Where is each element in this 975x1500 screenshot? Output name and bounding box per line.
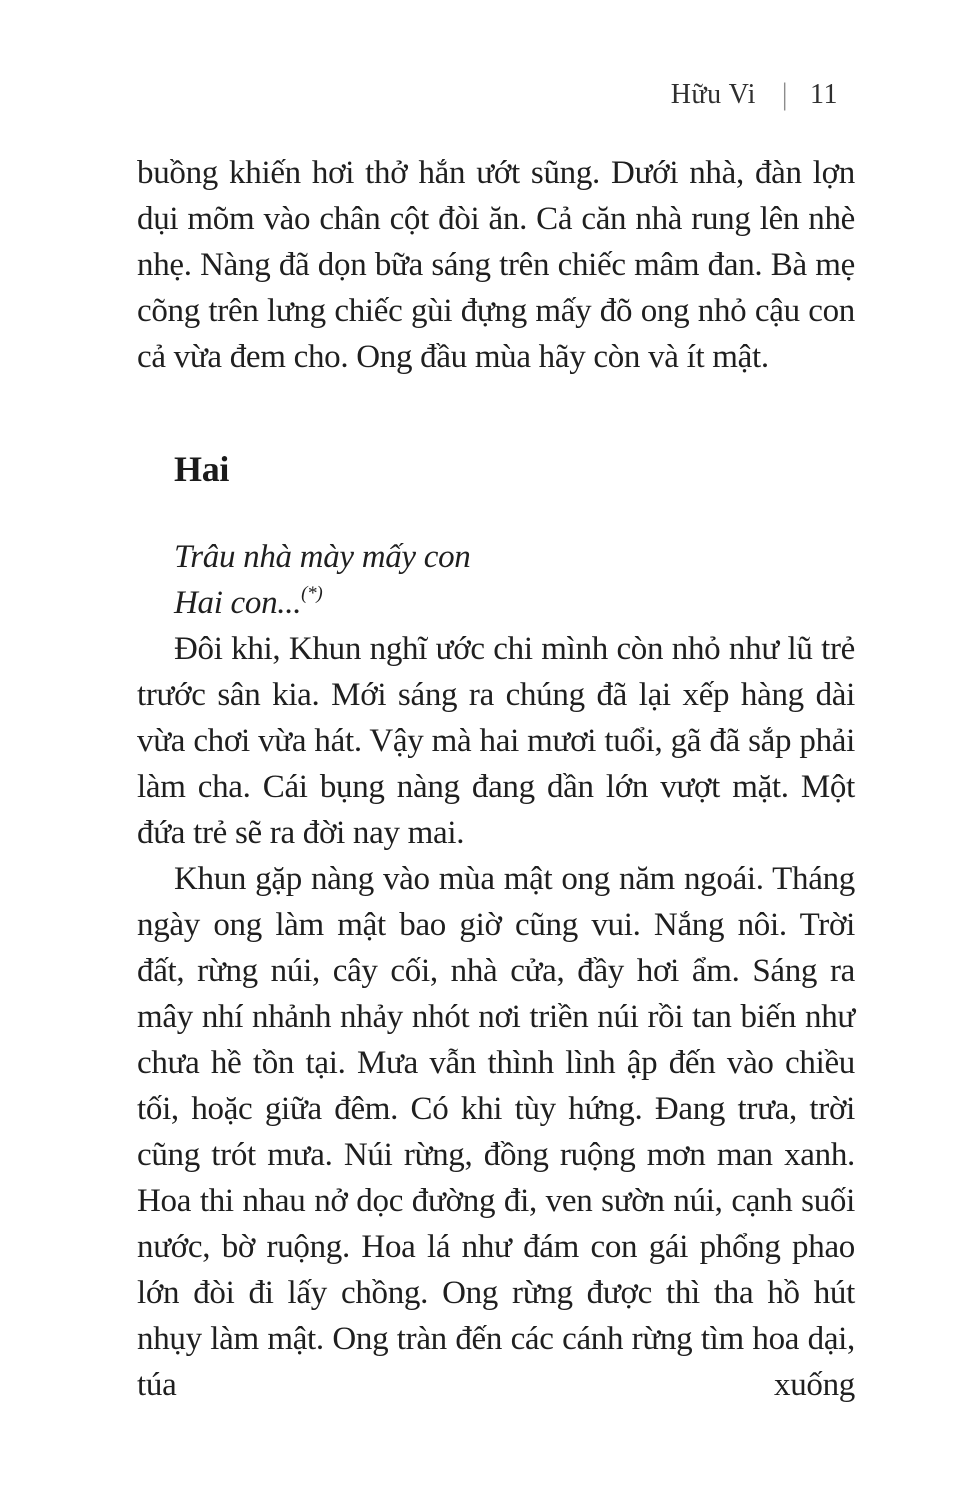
paragraph-2: Đôi khi, Khun nghĩ ước chi mình còn nhỏ như lũ trẻ trước sân kia. Mới sáng ra chúng đã lại xếp hàng dài vừa chơi vừa hát. Vậy mà hai mươi tuổi, gã đã sắp phải làm cha. Cái bụng nàng đang dần lớn vượt mặt. Một đứa trẻ sẽ ra đời nay mai. xyxy=(137,631,855,851)
text-block xyxy=(137,150,855,1408)
verse-block xyxy=(174,534,855,626)
verse-line-2-text: Hai con... xyxy=(174,585,302,621)
verse-line-1 xyxy=(174,534,855,580)
running-title: Hữu Vi xyxy=(670,79,756,110)
running-header xyxy=(670,77,838,112)
chapter-heading: Hai xyxy=(174,449,230,489)
page-number: 11 xyxy=(810,79,838,110)
paragraph-continued: buồng khiến hơi thở hắn ướt sũng. Dưới nhà, đàn lợn dụi mõm vào chân cột đòi ăn. Cả căn nhà rung lên nhè nhẹ. Nàng đã dọn bữa sáng trên chiếc mâm đan. Bà mẹ cõng trên lưng chiếc gùi đựng mấy đõ ong nhỏ cậu con cả vừa đem cho. Ong đầu mùa hãy còn và ít mật. xyxy=(137,155,855,375)
paragraph-3: Khun gặp nàng vào mùa mật ong năm ngoái. Tháng ngày ong làm mật bao giờ cũng vui. Nắng nôi. Trời đất, rừng núi, cây cối, nhà cửa, đầy hơi ẩm. Sáng ra mây nhí nhảnh nhảy nhót nơi triền núi rồi tan biến như chưa hề tồn tại. Mưa vẫn thình lình ập đến vào chiều tối, hoặc giữa đêm. Có khi tùy hứng. Đang trưa, trời cũng trót mưa. Núi rừng, đồng ruộng mơn man xanh. Hoa thi nhau nở dọc đường đi, ven sườn núi, cạnh suối nước, bờ ruộng. Hoa lá như đám con gái phổng phao lớn đòi đi lấy chồng. Ong rừng được thì tha hồ hút nhụy làm mật. Ong tràn đến các cánh rừng tìm hoa dại, túa xuống xyxy=(137,861,855,1403)
verse-line-1-text: Trâu nhà mày mấy con xyxy=(174,539,471,575)
verse-line-2 xyxy=(174,580,855,626)
footnote-marker: (*) xyxy=(301,583,323,604)
header-separator: | xyxy=(781,77,789,112)
